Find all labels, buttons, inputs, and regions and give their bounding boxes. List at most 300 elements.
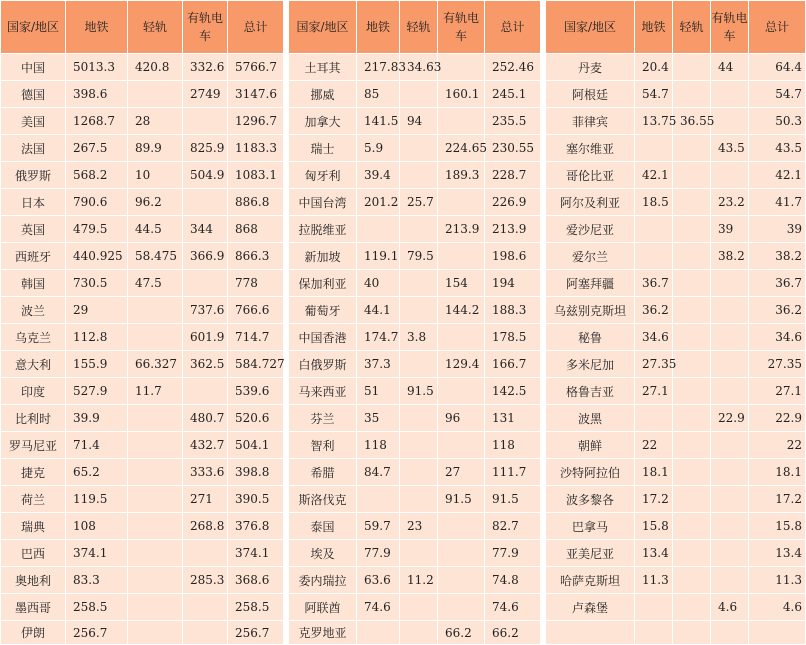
- cell-metro: [635, 621, 673, 645]
- cell-total: 74.6: [485, 594, 541, 621]
- cell-light-rail: [400, 81, 438, 108]
- cell-total: 36.2: [749, 297, 806, 324]
- table-row: [1, 567, 806, 594]
- cell-light-rail: [673, 270, 711, 297]
- cell-country: 日本: [1, 189, 66, 216]
- cell-metro: [635, 594, 673, 621]
- cell-country: 波黑: [546, 405, 635, 432]
- cell-light-rail: 91.5: [400, 378, 438, 405]
- cell-light-rail: [128, 594, 183, 621]
- cell-total: 235.5: [485, 108, 541, 135]
- cell-country: 菲律宾: [546, 108, 635, 135]
- cell-country: 马来西亚: [289, 378, 357, 405]
- cell-light-rail: [673, 459, 711, 486]
- cell-metro: 54.7: [635, 81, 673, 108]
- header-metro: 地铁: [635, 1, 673, 54]
- cell-total: 1296.7: [228, 108, 284, 135]
- cell-total: 504.1: [228, 432, 284, 459]
- cell-country: 德国: [1, 81, 66, 108]
- header-country: 国家/地区: [546, 1, 635, 54]
- cell-total: 41.7: [749, 189, 806, 216]
- cell-metro: 374.1: [66, 540, 128, 567]
- cell-total: 22: [749, 432, 806, 459]
- cell-country: 新加坡: [289, 243, 357, 270]
- cell-total: 194: [485, 270, 541, 297]
- cell-country: 墨西哥: [1, 594, 66, 621]
- cell-total: 3147.6: [228, 81, 284, 108]
- table-row: [1, 432, 806, 459]
- table-row: [1, 459, 806, 486]
- cell-metro: 217.83: [357, 54, 400, 81]
- cell-total: 714.7: [228, 324, 284, 351]
- cell-light-rail: [128, 621, 183, 645]
- cell-country: 希腊: [289, 459, 357, 486]
- cell-total: 17.2: [749, 486, 806, 513]
- cell-metro: 37.3: [357, 351, 400, 378]
- cell-metro: 13.4: [635, 540, 673, 567]
- cell-light-rail: [128, 324, 183, 351]
- cell-light-rail: [673, 162, 711, 189]
- cell-light-rail: [400, 432, 438, 459]
- cell-country: 阿联酋: [289, 594, 357, 621]
- cell-light-rail: [128, 486, 183, 513]
- cell-total: 539.6: [228, 378, 284, 405]
- cell-tram: [711, 351, 749, 378]
- cell-total: 36.7: [749, 270, 806, 297]
- cell-metro: 22: [635, 432, 673, 459]
- cell-country: 阿尔及利亚: [546, 189, 635, 216]
- cell-country: 中国: [1, 54, 66, 81]
- cell-tram: [711, 540, 749, 567]
- cell-total: 230.55: [485, 135, 541, 162]
- cell-tram: 27: [438, 459, 485, 486]
- cell-metro: 108: [66, 513, 128, 540]
- cell-metro: 63.6: [357, 567, 400, 594]
- cell-metro: [635, 405, 673, 432]
- cell-metro: 527.9: [66, 378, 128, 405]
- cell-total: 27.1: [749, 378, 806, 405]
- table-row: [1, 621, 806, 645]
- cell-metro: 18.1: [635, 459, 673, 486]
- cell-country: 委内瑞拉: [289, 567, 357, 594]
- cell-total: 166.7: [485, 351, 541, 378]
- cell-country: 乌兹别克斯坦: [546, 297, 635, 324]
- header-country: 国家/地区: [289, 1, 357, 54]
- cell-metro: 42.1: [635, 162, 673, 189]
- cell-tram: [711, 108, 749, 135]
- cell-total: 74.8: [485, 567, 541, 594]
- cell-total: 22.9: [749, 405, 806, 432]
- cell-tram: 504.9: [183, 162, 228, 189]
- cell-metro: [635, 216, 673, 243]
- cell-light-rail: [673, 54, 711, 81]
- cell-light-rail: 96.2: [128, 189, 183, 216]
- header-total: 总计: [228, 1, 284, 54]
- cell-tram: [183, 378, 228, 405]
- cell-tram: 825.9: [183, 135, 228, 162]
- cell-country: [546, 621, 635, 645]
- cell-tram: 268.8: [183, 513, 228, 540]
- cell-metro: [357, 486, 400, 513]
- table-row: [1, 135, 806, 162]
- cell-total: 584.727: [228, 351, 284, 378]
- cell-light-rail: [673, 189, 711, 216]
- cell-total: 368.6: [228, 567, 284, 594]
- cell-country: 中国香港: [289, 324, 357, 351]
- cell-total: 198.6: [485, 243, 541, 270]
- cell-metro: 44.1: [357, 297, 400, 324]
- cell-total: 50.3: [749, 108, 806, 135]
- cell-metro: 36.7: [635, 270, 673, 297]
- cell-total: 252.46: [485, 54, 541, 81]
- cell-total: 131: [485, 405, 541, 432]
- cell-light-rail: [673, 432, 711, 459]
- cell-country: 土耳其: [289, 54, 357, 81]
- cell-country: 瑞典: [1, 513, 66, 540]
- cell-metro: 155.9: [66, 351, 128, 378]
- cell-metro: 51: [357, 378, 400, 405]
- cell-metro: 35: [357, 405, 400, 432]
- header-light-rail: 轻轨: [673, 1, 711, 54]
- table-row: [1, 189, 806, 216]
- cell-tram: [438, 243, 485, 270]
- cell-country: 伊朗: [1, 621, 66, 645]
- cell-metro: 258.5: [66, 594, 128, 621]
- cell-tram: 129.4: [438, 351, 485, 378]
- cell-light-rail: [673, 540, 711, 567]
- header-row: [1, 1, 806, 54]
- cell-total: 66.2: [485, 621, 541, 645]
- cell-total: 82.7: [485, 513, 541, 540]
- cell-metro: 174.7: [357, 324, 400, 351]
- cell-total: 178.5: [485, 324, 541, 351]
- cell-metro: 141.5: [357, 108, 400, 135]
- cell-tram: [438, 54, 485, 81]
- cell-light-rail: [128, 81, 183, 108]
- header-light-rail: 轻轨: [400, 1, 438, 54]
- cell-total: 43.5: [749, 135, 806, 162]
- cell-country: 埃及: [289, 540, 357, 567]
- cell-country: 美国: [1, 108, 66, 135]
- cell-tram: 601.9: [183, 324, 228, 351]
- table-row: [1, 540, 806, 567]
- cell-metro: 11.3: [635, 567, 673, 594]
- cell-country: 罗马尼亚: [1, 432, 66, 459]
- cell-metro: [635, 135, 673, 162]
- cell-light-rail: [673, 486, 711, 513]
- cell-metro: 34.6: [635, 324, 673, 351]
- header-total: 总计: [485, 1, 541, 54]
- cell-total: 374.1: [228, 540, 284, 567]
- cell-light-rail: [673, 594, 711, 621]
- cell-light-rail: [400, 351, 438, 378]
- cell-tram: 144.2: [438, 297, 485, 324]
- cell-total: 5766.7: [228, 54, 284, 81]
- table-row: [1, 486, 806, 513]
- cell-light-rail: 11.2: [400, 567, 438, 594]
- cell-tram: [183, 540, 228, 567]
- cell-tram: [438, 108, 485, 135]
- cell-tram: 160.1: [438, 81, 485, 108]
- cell-total: 34.6: [749, 324, 806, 351]
- cell-light-rail: [673, 324, 711, 351]
- cell-total: 376.8: [228, 513, 284, 540]
- cell-metro: 267.5: [66, 135, 128, 162]
- cell-light-rail: [128, 297, 183, 324]
- cell-total: 91.5: [485, 486, 541, 513]
- cell-tram: [183, 189, 228, 216]
- cell-total: 1183.3: [228, 135, 284, 162]
- cell-total: 213.9: [485, 216, 541, 243]
- cell-country: 爱尔兰: [546, 243, 635, 270]
- cell-tram: 213.9: [438, 216, 485, 243]
- table-row: [1, 108, 806, 135]
- table-row: [1, 297, 806, 324]
- cell-light-rail: 34.63: [400, 54, 438, 81]
- cell-country: 克罗地亚: [289, 621, 357, 645]
- cell-metro: 112.8: [66, 324, 128, 351]
- cell-light-rail: [400, 459, 438, 486]
- cell-total: 228.7: [485, 162, 541, 189]
- cell-tram: 480.7: [183, 405, 228, 432]
- header-country: 国家/地区: [1, 1, 66, 54]
- cell-light-rail: [673, 405, 711, 432]
- cell-total: 42.1: [749, 162, 806, 189]
- cell-total: 27.35: [749, 351, 806, 378]
- cell-total: 866.3: [228, 243, 284, 270]
- cell-metro: 83.3: [66, 567, 128, 594]
- cell-country: 瑞士: [289, 135, 357, 162]
- cell-country: 西班牙: [1, 243, 66, 270]
- cell-light-rail: [400, 135, 438, 162]
- cell-total: 15.8: [749, 513, 806, 540]
- cell-metro: 20.4: [635, 54, 673, 81]
- cell-country: 秘鲁: [546, 324, 635, 351]
- cell-metro: [357, 621, 400, 645]
- cell-light-rail: [128, 432, 183, 459]
- cell-total: 64.4: [749, 54, 806, 81]
- cell-total: 256.7: [228, 621, 284, 645]
- cell-total: [749, 621, 806, 645]
- cell-light-rail: [400, 405, 438, 432]
- cell-country: 阿塞拜疆: [546, 270, 635, 297]
- cell-light-rail: 89.9: [128, 135, 183, 162]
- cell-total: 13.4: [749, 540, 806, 567]
- cell-total: 520.6: [228, 405, 284, 432]
- cell-total: 54.7: [749, 81, 806, 108]
- cell-tram: [711, 162, 749, 189]
- cell-total: 245.1: [485, 81, 541, 108]
- table-row: [1, 81, 806, 108]
- cell-light-rail: 36.55: [673, 108, 711, 135]
- cell-light-rail: [400, 540, 438, 567]
- cell-tram: 432.7: [183, 432, 228, 459]
- cell-tram: [711, 81, 749, 108]
- cell-total: 766.6: [228, 297, 284, 324]
- cell-tram: 362.5: [183, 351, 228, 378]
- cell-country: 拉脱维亚: [289, 216, 357, 243]
- cell-light-rail: 3.8: [400, 324, 438, 351]
- cell-total: 226.9: [485, 189, 541, 216]
- table-row: [1, 324, 806, 351]
- cell-tram: 66.2: [438, 621, 485, 645]
- table-row: [1, 216, 806, 243]
- cell-metro: 40: [357, 270, 400, 297]
- cell-total: 188.3: [485, 297, 541, 324]
- cell-metro: 36.2: [635, 297, 673, 324]
- cell-tram: [711, 270, 749, 297]
- cell-tram: 44: [711, 54, 749, 81]
- cell-country: 挪威: [289, 81, 357, 108]
- cell-tram: [438, 540, 485, 567]
- cell-country: 卢森堡: [546, 594, 635, 621]
- cell-metro: 730.5: [66, 270, 128, 297]
- cell-tram: 285.3: [183, 567, 228, 594]
- cell-light-rail: [673, 297, 711, 324]
- cell-tram: [183, 270, 228, 297]
- cell-tram: 344: [183, 216, 228, 243]
- header-total: 总计: [749, 1, 806, 54]
- cell-country: 智利: [289, 432, 357, 459]
- table-body: [1, 54, 806, 645]
- cell-metro: 71.4: [66, 432, 128, 459]
- cell-country: 乌克兰: [1, 324, 66, 351]
- header-metro: 地铁: [66, 1, 128, 54]
- table-row: [1, 270, 806, 297]
- cell-tram: 737.6: [183, 297, 228, 324]
- cell-metro: 790.6: [66, 189, 128, 216]
- cell-metro: 77.9: [357, 540, 400, 567]
- cell-total: 142.5: [485, 378, 541, 405]
- cell-total: 1083.1: [228, 162, 284, 189]
- cell-country: 阿根廷: [546, 81, 635, 108]
- cell-light-rail: 10: [128, 162, 183, 189]
- cell-metro: 13.75: [635, 108, 673, 135]
- cell-tram: 189.3: [438, 162, 485, 189]
- cell-light-rail: [673, 378, 711, 405]
- cell-light-rail: [673, 567, 711, 594]
- cell-tram: 271: [183, 486, 228, 513]
- cell-country: 格鲁吉亚: [546, 378, 635, 405]
- cell-tram: [711, 486, 749, 513]
- cell-country: 俄罗斯: [1, 162, 66, 189]
- cell-tram: [438, 567, 485, 594]
- cell-tram: [438, 594, 485, 621]
- cell-total: 886.8: [228, 189, 284, 216]
- cell-tram: 39: [711, 216, 749, 243]
- cell-country: 沙特阿拉伯: [546, 459, 635, 486]
- cell-light-rail: [400, 270, 438, 297]
- cell-country: 中国台湾: [289, 189, 357, 216]
- table-row: [1, 54, 806, 81]
- cell-total: 11.3: [749, 567, 806, 594]
- cell-country: 意大利: [1, 351, 66, 378]
- cell-light-rail: [673, 135, 711, 162]
- cell-tram: [711, 567, 749, 594]
- cell-tram: [711, 513, 749, 540]
- cell-light-rail: [128, 405, 183, 432]
- cell-total: 39: [749, 216, 806, 243]
- cell-tram: [183, 108, 228, 135]
- cell-metro: 29: [66, 297, 128, 324]
- cell-light-rail: [400, 297, 438, 324]
- cell-metro: 118: [357, 432, 400, 459]
- cell-light-rail: [673, 351, 711, 378]
- cell-metro: [635, 243, 673, 270]
- cell-metro: 119.1: [357, 243, 400, 270]
- header-tram: 有轨电车: [438, 1, 485, 54]
- cell-tram: 2749: [183, 81, 228, 108]
- cell-tram: 91.5: [438, 486, 485, 513]
- cell-light-rail: [400, 486, 438, 513]
- cell-country: 亚美尼亚: [546, 540, 635, 567]
- cell-country: 哈萨克斯坦: [546, 567, 635, 594]
- cell-tram: [711, 459, 749, 486]
- cell-light-rail: [128, 567, 183, 594]
- cell-total: 4.6: [749, 594, 806, 621]
- cell-tram: 23.2: [711, 189, 749, 216]
- cell-country: 英国: [1, 216, 66, 243]
- cell-tram: [711, 324, 749, 351]
- cell-light-rail: [400, 162, 438, 189]
- cell-metro: 84.7: [357, 459, 400, 486]
- cell-light-rail: [128, 513, 183, 540]
- cell-light-rail: 420.8: [128, 54, 183, 81]
- cell-tram: 96: [438, 405, 485, 432]
- cell-country: 捷克: [1, 459, 66, 486]
- cell-metro: 15.8: [635, 513, 673, 540]
- table-row: [1, 351, 806, 378]
- cell-total: 390.5: [228, 486, 284, 513]
- cell-total: 868: [228, 216, 284, 243]
- cell-light-rail: [673, 216, 711, 243]
- cell-total: 38.2: [749, 243, 806, 270]
- cell-light-rail: 25.7: [400, 189, 438, 216]
- cell-tram: [183, 594, 228, 621]
- cell-light-rail: 94: [400, 108, 438, 135]
- cell-tram: 154: [438, 270, 485, 297]
- cell-metro: 119.5: [66, 486, 128, 513]
- cell-metro: 398.6: [66, 81, 128, 108]
- cell-country: 比利时: [1, 405, 66, 432]
- cell-metro: 479.5: [66, 216, 128, 243]
- cell-total: 398.8: [228, 459, 284, 486]
- cell-country: 多米尼加: [546, 351, 635, 378]
- cell-country: 奥地利: [1, 567, 66, 594]
- cell-country: 朝鲜: [546, 432, 635, 459]
- cell-metro: 74.6: [357, 594, 400, 621]
- cell-metro: 39.9: [66, 405, 128, 432]
- cell-tram: [438, 432, 485, 459]
- cell-country: 巴拿马: [546, 513, 635, 540]
- cell-country: 印度: [1, 378, 66, 405]
- cell-total: 258.5: [228, 594, 284, 621]
- cell-tram: 43.5: [711, 135, 749, 162]
- table-row: [1, 513, 806, 540]
- cell-metro: 1268.7: [66, 108, 128, 135]
- cell-metro: 27.1: [635, 378, 673, 405]
- cell-light-rail: [400, 621, 438, 645]
- cell-tram: [711, 297, 749, 324]
- table-row: [1, 405, 806, 432]
- cell-country: 塞尔维亚: [546, 135, 635, 162]
- cell-total: 111.7: [485, 459, 541, 486]
- cell-tram: [438, 189, 485, 216]
- cell-tram: 332.6: [183, 54, 228, 81]
- cell-tram: [438, 513, 485, 540]
- header-light-rail: 轻轨: [128, 1, 183, 54]
- cell-tram: [711, 378, 749, 405]
